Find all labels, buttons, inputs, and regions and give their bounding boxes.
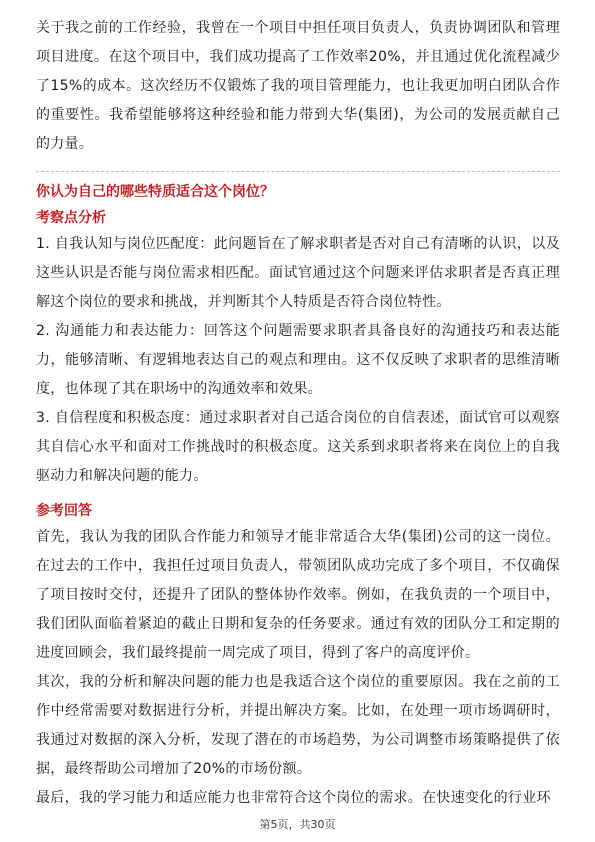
analysis-item: 3. 自信程度和积极态度：通过求职者对自己适合岗位的自信表述，面试官可以观察其自信心水平和面对工作挑战时的积极态度。这关系到求职者将来在岗位上的自我驱动力和解决问题的能力。 xyxy=(36,410,560,484)
analysis-heading: 考察点分析 xyxy=(36,210,106,226)
answer-paragraph: 最后，我的学习能力和适应能力也非常符合这个岗位的需求。在快速变化的行业环 xyxy=(36,790,551,806)
document-page xyxy=(36,14,560,813)
answer-heading: 参考回答 xyxy=(36,503,92,519)
page-number-footer: 第5页，共30页 xyxy=(259,818,336,831)
answer-paragraph: 首先，我认为我的团队合作能力和领导才能非常适合大华(集团)公司的这一岗位。在过去的工作中，我担任过项目负责人，带领团队成功完成了多个项目，不仅确保了项目按时交付，还提升了团队的整体协作效率。例如，在我负责的一个项目中，我们团队面临着紧迫的截止日期和复杂的任务要求。通过有效的团队分工和定期的进度回顾会，我们最终提前一周完成了项目，得到了客户的高度评价。 xyxy=(36,529,560,661)
answer-paragraph: 其次，我的分析和解决问题的能力也是我适合这个岗位的重要原因。我在之前的工作中经常需要对数据进行分析，并提出解决方案。比如，在处理一项市场调研时，我通过对数据的深入分析，发现了潜在的市场趋势，为公司调整市场策略提供了依据，最终帮助公司增加了20%的市场份额。 xyxy=(36,674,560,777)
section-divider xyxy=(36,171,560,172)
analysis-item: 1. 自我认知与岗位匹配度：此问题旨在了解求职者是否对自己有清晰的认识，以及这些认识是否能与岗位需求相匹配。面试官通过这个问题来评估求职者是否真正理解这个岗位的要求和挑战，并判断其个人特质是否符合岗位特性。 xyxy=(36,236,560,310)
question-title: 你认为自己的哪些特质适合这个岗位？ xyxy=(36,184,274,200)
analysis-item: 2. 沟通能力和表达能力：回答这个问题需要求职者具备良好的沟通技巧和表达能力，能够清晰、有逻辑地表达自己的观点和理由。这不仅反映了求职者的思维清晰度，也体现了其在职场中的沟通效率和效果。 xyxy=(36,323,560,397)
intro-paragraph: 关于我之前的工作经验，我曾在一个项目中担任项目负责人，负责协调团队和管理项目进度。在这个项目中，我们成功提高了工作效率20%，并且通过优化流程减少了15%的成本。这次经历不仅锻炼了我的项目管理能力，也让我更加明白团队合作的重要性。我希望能够将这种经验和能力带到大华(集团)，为公司的发展贡献自己的力量。 xyxy=(36,20,560,152)
